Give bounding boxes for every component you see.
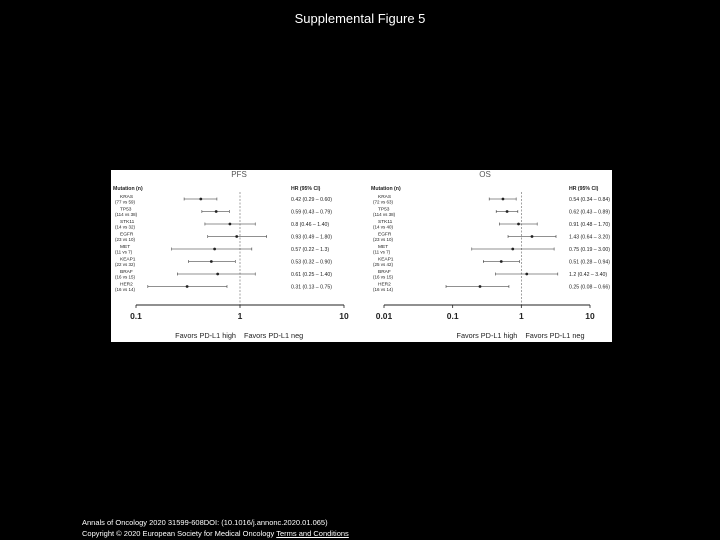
hr-point [216,273,219,276]
hr-value-label: 0.8 (0.46 – 1.40) [291,222,330,228]
copyright-line [82,528,349,539]
mutation-name: KRAS [378,195,392,200]
mutation-name: STK11 [378,220,393,225]
x-tick-label: 0.01 [375,311,393,321]
mutation-name: HER2 [120,282,133,288]
terms-link[interactable]: Terms and Conditions [276,529,349,538]
footer [82,517,349,539]
x-tick-label: 10 [339,311,349,321]
hr-value-label: 0.53 (0.32 – 0.90) [291,259,332,266]
slide-title: Supplemental Figure 5 [294,11,426,26]
mutation-n: (22 vs 32) [115,262,136,267]
hr-point [502,198,505,201]
mutation-name: MET [120,245,131,250]
mutation-n: (16 vs 14) [115,287,136,292]
hr-point [235,235,238,238]
mutation-n: (11 vs 7) [373,249,391,255]
forest-plot-figure [111,170,612,342]
mutation-n: (114 vs 38) [115,212,138,217]
mutation-name: BRAF [378,270,391,275]
hr-point [215,210,218,213]
forest-plot-svg [111,170,612,342]
hr-value-label: 0.25 (0.08 – 0.66) [569,284,610,291]
hr-point [479,285,482,288]
hr-value-label: 0.51 (0.28 – 0.94) [569,259,610,266]
hr-point [229,223,232,226]
hr-value-label: 1.43 (0.64 – 3.20) [569,234,610,241]
mutation-column-header: Mutation (n) [371,186,401,192]
x-tick-label: 1 [518,311,524,321]
mutation-n: (23 vs 10) [115,237,136,242]
hr-point [210,260,213,263]
hr-value-label: 0.61 (0.25 – 1.40) [291,272,332,278]
mutation-name: KEAP1 [378,257,394,263]
mutation-name: MET [378,245,389,250]
mutation-n: (72 vs 63) [373,199,394,205]
mutation-n: (14 vs 40) [373,224,394,230]
hr-point [199,198,202,201]
mutation-name: KEAP1 [120,257,136,263]
mutation-n: (16 vs 15) [115,274,136,280]
mutation-name: TP53 [378,207,390,213]
mutation-n: (14 vs 32) [115,224,136,230]
hr-value-label: 0.75 (0.19 – 3.00) [569,247,610,253]
favors-high-label: Favors PD-L1 high [456,331,518,340]
mutation-name: TP53 [120,207,132,213]
hr-value-label: 0.57 (0.22 – 1.3) [291,247,330,253]
mutation-n: (16 vs 14) [373,287,394,292]
panel-title-pfs: PFS [231,170,247,179]
hr-column-header: HR (95% CI) [569,186,599,192]
hr-point [213,248,216,251]
mutation-n: (11 vs 7) [115,249,133,255]
favors-neg-label: Favors PD-L1 neg [244,331,304,340]
mutation-name: STK11 [120,220,135,225]
copyright-text: Copyright © 2020 European Society for Medical Oncology [82,529,275,538]
hr-value-label: 0.54 (0.34 – 0.84) [569,197,610,203]
x-tick-label: 0.1 [130,311,142,321]
favors-neg-label: Favors PD-L1 neg [525,331,585,340]
hr-point [500,260,503,263]
x-tick-label: 1 [237,311,243,321]
mutation-n: (114 vs 38) [373,212,396,217]
hr-point [531,235,534,238]
x-tick-label: 10 [585,311,595,321]
mutation-name: BRAF [120,270,133,275]
x-tick-label: 0.1 [446,311,459,321]
hr-point [525,273,528,276]
hr-point [186,285,189,288]
mutation-n: (25 vs 42) [373,262,394,267]
hr-value-label: 0.91 (0.48 – 1.70) [569,222,610,228]
favors-high-label: Favors PD-L1 high [175,331,236,340]
mutation-name: EGFR [120,232,134,238]
hr-value-label: 0.59 (0.43 – 0.79) [291,209,332,216]
hr-point [511,248,514,251]
hr-value-label: 0.42 (0.29 – 0.60) [291,197,332,203]
hr-column-header: HR (95% CI) [291,186,321,192]
mutation-n: (16 vs 15) [373,274,394,280]
citation-text: Annals of Oncology 2020 31599-608DOI: (10.1016/j.annonc.2020.01.065) [82,518,328,527]
hr-value-label: 0.93 (0.49 – 1.80) [291,234,332,241]
mutation-n: (23 vs 10) [373,237,394,242]
mutation-column-header: Mutation (n) [113,186,143,192]
hr-value-label: 1.2 (0.42 – 3.40) [569,272,608,278]
hr-value-label: 0.62 (0.43 – 0.89) [569,209,610,216]
mutation-name: KRAS [120,195,134,200]
hr-point [506,210,509,213]
panel-title-os: OS [479,170,491,179]
hr-point [517,223,520,226]
mutation-name: EGFR [378,232,392,238]
mutation-n: (77 vs 59) [115,199,136,205]
mutation-name: HER2 [378,282,391,288]
hr-value-label: 0.31 (0.13 – 0.75) [291,284,332,291]
